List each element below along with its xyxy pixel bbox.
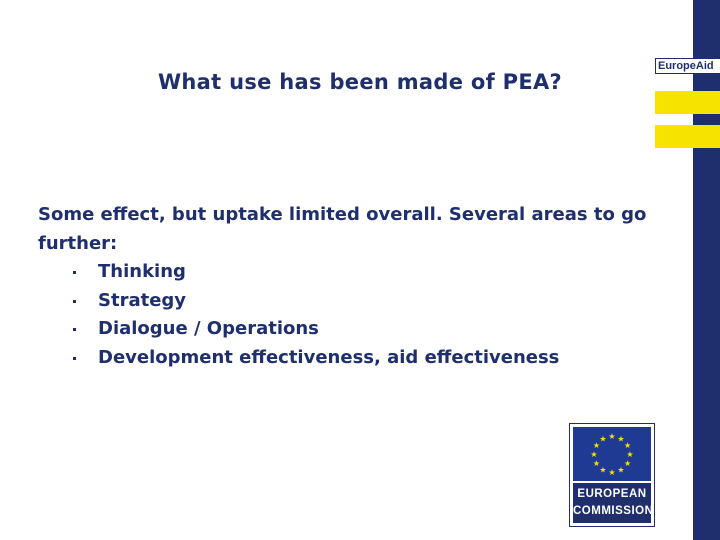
bullet-marker [73,300,76,303]
eu-star-icon: ★ [590,450,598,459]
bullet-text: Dialogue / Operations [98,318,319,339]
eu-star-icon: ★ [617,434,625,444]
bullet-text: Thinking [98,261,186,282]
logo-line-1: EUROPEAN [577,488,647,500]
bullet-marker [73,328,76,331]
eu-star-icon: ★ [608,468,616,477]
bullet-marker [73,271,76,274]
bullet-text: Strategy [98,289,187,311]
yellow-stripe [655,125,720,148]
eu-star-icon: ★ [624,441,632,450]
bullet-item [38,315,658,344]
bullet-item [38,344,658,373]
logo-line-2: COMMISSION [573,505,654,517]
eu-stars-icon [573,427,651,481]
bullet-text: Development effectiveness, aid effectiveness [98,346,560,368]
eu-star-icon: ★ [626,450,634,459]
slide-title: What use has been made of PEA? [157,70,563,94]
eu-star-icon: ★ [599,465,607,475]
slide-body [38,201,658,372]
eu-star-icon: ★ [617,465,625,475]
brand-sidebar [693,0,720,540]
bullet-item [38,287,658,316]
bullet-marker [73,357,76,360]
logo-text [573,483,654,523]
eu-star-icon: ★ [599,434,607,444]
intro-text: Some effect, but uptake limited overall. Several areas to go further: [38,204,647,254]
eu-flag-icon [573,427,651,481]
eu-star-icon: ★ [592,441,600,450]
eu-star-icon: ★ [608,432,616,441]
eu-star-icon: ★ [592,459,600,468]
europeaid-label: EuropeAid [655,58,720,74]
european-commission-logo [569,423,655,527]
yellow-stripe [655,91,720,114]
bullet-item [38,258,658,287]
eu-star-icon: ★ [624,459,632,468]
bullet-list [38,258,658,372]
